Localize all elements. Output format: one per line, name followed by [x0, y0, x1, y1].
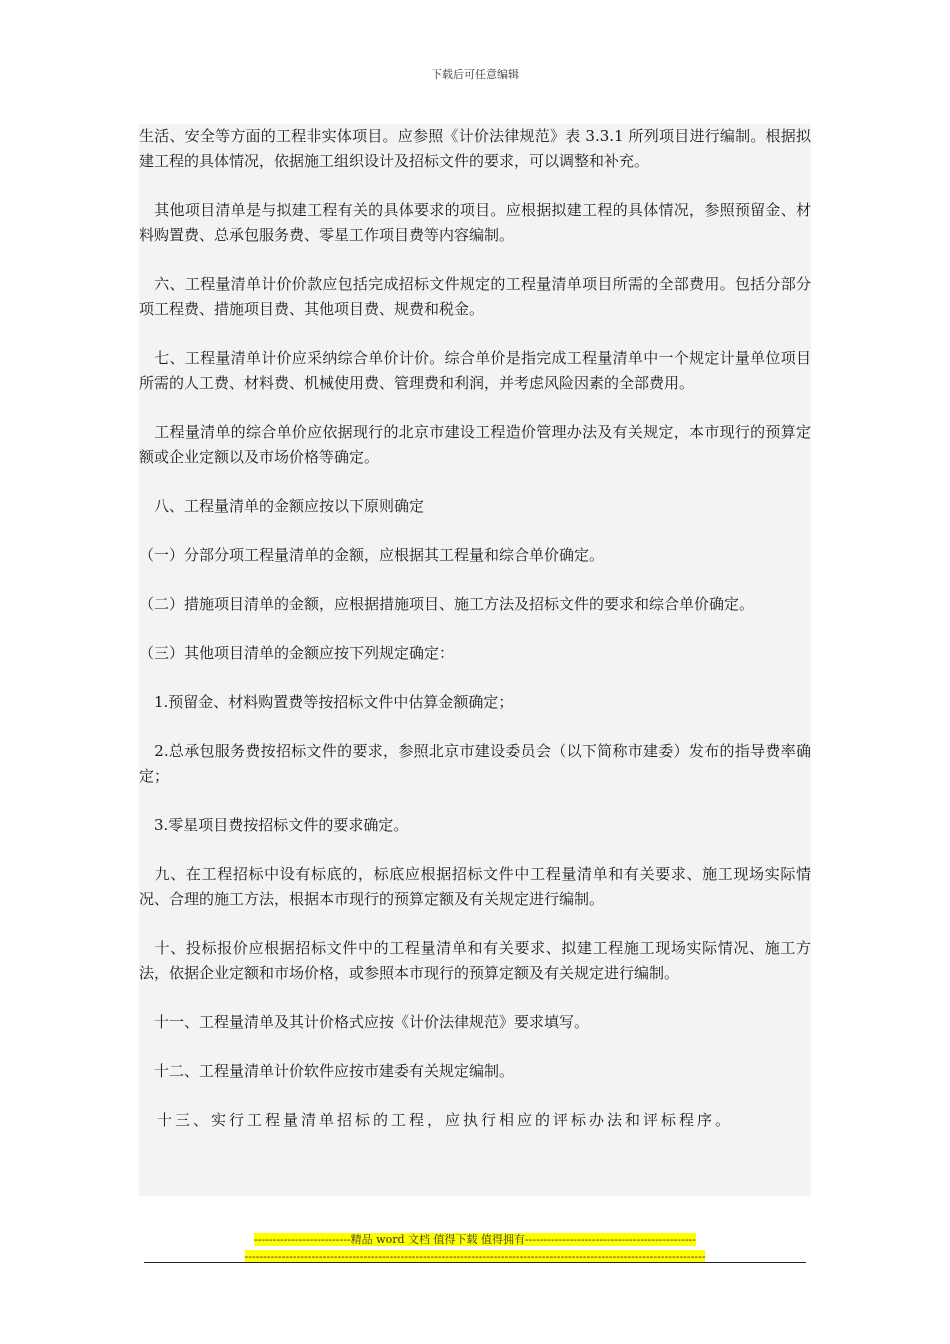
paragraph: （三）其他项目清单的金额应按下列规定确定：	[139, 644, 455, 662]
paragraph: 十三、实行工程量清单招标的工程，应执行相应的评标办法和评标程序。	[139, 1111, 734, 1129]
footer-rule	[144, 1262, 806, 1263]
paragraph: 2.总承包服务费按招标文件的要求，参照北京市建设委员会（以下简称市建委）发布的指导费率确定；	[139, 742, 811, 785]
paragraph: 八、工程量清单的金额应按以下原则确定	[139, 497, 425, 515]
paragraph: 十一、工程量清单及其计价格式应按《计价法律规范》要求填写。	[139, 1013, 590, 1031]
paragraph: 六、工程量清单计价价款应包括完成招标文件规定的工程量清单项目所需的全部费用。包括分部分项工程费、措施项目费、其他项目费、规费和税金。	[139, 275, 811, 318]
paragraph: （二）措施项目清单的金额，应根据措施项目、施工方法及招标文件的要求和综合单价确定。	[139, 595, 755, 613]
footer-banner-text: ----------------------------------------------------------------------------------------------------------------------------	[244, 1250, 706, 1263]
paragraph: 其他项目清单是与拟建工程有关的具体要求的项目。应根据拟建工程的具体情况，参照预留金、材料购置费、总承包服务费、零星工作项目费等内容编制。	[139, 201, 811, 244]
paragraph: 九、在工程招标中设有标底的，标底应根据招标文件中工程量清单和有关要求、施工现场实际情况、合理的施工方法，根据本市现行的预算定额及有关规定进行编制。	[139, 865, 811, 908]
paragraph: 七、工程量清单计价应采纳综合单价计价。综合单价是指完成工程量清单中一个规定计量单位项目所需的人工费、材料费、机械使用费、管理费和利润，并考虑风险因素的全部费用。	[139, 349, 811, 392]
paragraph: 十、投标报价应根据招标文件中的工程量清单和有关要求、拟建工程施工现场实际情况、施工方法，依据企业定额和市场价格，或参照本市现行的预算定额及有关规定进行编制。	[139, 939, 811, 982]
paragraph: 1.预留金、材料购置费等按招标文件中估算金额确定；	[139, 693, 514, 711]
document-body	[139, 124, 811, 1196]
paragraph: 生活、安全等方面的工程非实体项目。应参照《计价法律规范》表 3.3.1 所列项目进行编制。根据拟建工程的具体情况，依据施工组织设计及招标文件的要求，可以调整和补充。	[139, 127, 811, 170]
paragraph: （一）分部分项工程量清单的金额，应根据其工程量和综合单价确定。	[139, 546, 605, 564]
paragraph: 工程量清单的综合单价应依据现行的北京市建设工程造价管理办法及有关规定，本市现行的预算定额或企业定额以及市场价格等确定。	[139, 423, 811, 466]
page-header: 下载后可任意编辑	[431, 68, 519, 81]
footer-banner-text: --------------------------精品 word 文档 值得下载 值得拥有----------------------------------------------	[254, 1233, 696, 1246]
paragraph: 3.零星项目费按招标文件的要求确定。	[139, 816, 409, 834]
paragraph: 十二、工程量清单计价软件应按市建委有关规定编制。	[139, 1062, 515, 1080]
